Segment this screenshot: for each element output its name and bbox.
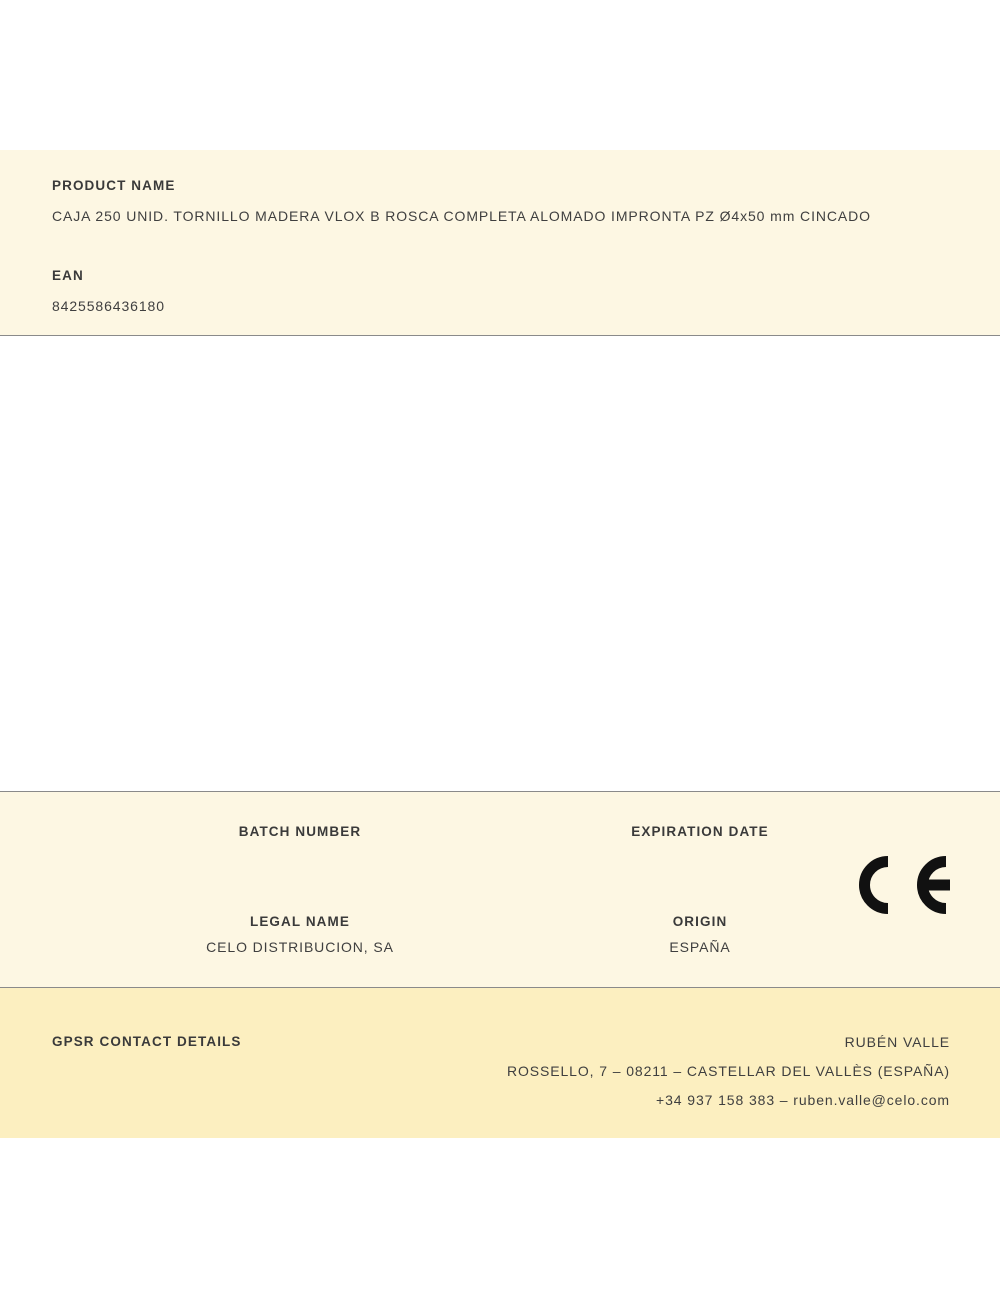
origin-value: ESPAÑA xyxy=(669,939,731,955)
gpsr-contact-details xyxy=(507,1028,950,1115)
batch-number-field xyxy=(100,824,500,865)
legal-name-field xyxy=(100,914,500,955)
blank-content-area xyxy=(0,336,1000,791)
legal-name-label: LEGAL NAME xyxy=(249,914,350,929)
product-name-label: PRODUCT NAME xyxy=(52,178,176,193)
bottom-blank-area xyxy=(0,1138,1000,1300)
batch-number-value xyxy=(100,849,500,865)
origin-label: ORIGIN xyxy=(672,914,728,929)
origin-field xyxy=(500,914,900,955)
expiration-date-value xyxy=(500,849,900,865)
gpsr-contact-label: GPSR CONTACT DETAILS xyxy=(52,1034,242,1049)
gpsr-contact-block xyxy=(0,988,1000,1138)
gpsr-contact-name: RUBÉN VALLE xyxy=(844,1034,950,1050)
ce-marking-icon xyxy=(848,854,952,916)
product-details-block xyxy=(0,791,1000,988)
product-name-value: CAJA 250 UNID. TORNILLO MADERA VLOX B ROSCA COMPLETA ALOMADO IMPRONTA PZ Ø4x50 mm CINCADO xyxy=(52,208,871,224)
expiration-date-field xyxy=(500,824,900,865)
ean-label: EAN xyxy=(52,268,84,283)
ean-value: 8425586436180 xyxy=(52,298,165,314)
product-info-block xyxy=(0,150,1000,336)
expiration-date-label: EXPIRATION DATE xyxy=(631,824,769,839)
legal-name-value: CELO DISTRIBUCION, SA xyxy=(206,939,394,955)
gpsr-contact-address: ROSSELLO, 7 – 08211 – CASTELLAR DEL VALLÈS (ESPAÑA) xyxy=(506,1063,950,1079)
gpsr-contact-phone-email: +34 937 158 383 – ruben.valle@celo.com xyxy=(656,1092,950,1108)
batch-number-label: BATCH NUMBER xyxy=(238,824,362,839)
